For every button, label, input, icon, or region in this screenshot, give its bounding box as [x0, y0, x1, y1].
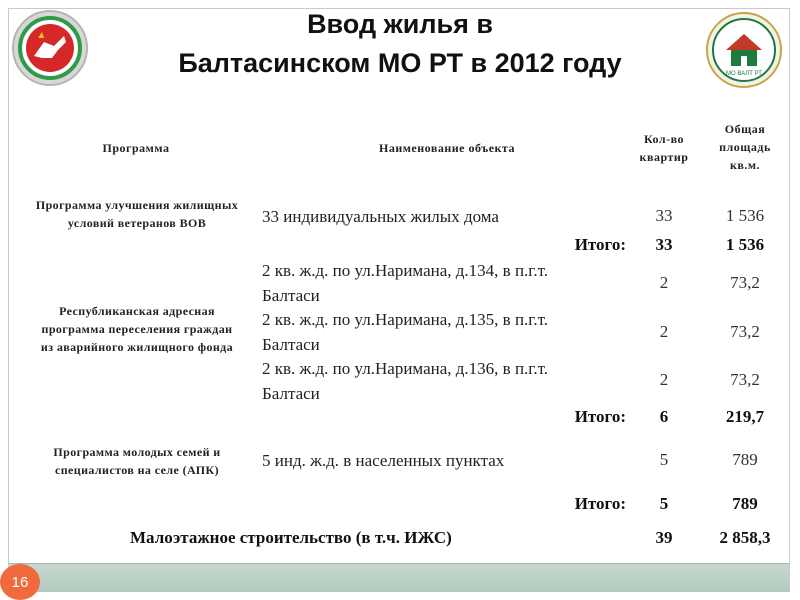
house-emblem-icon: [706, 12, 782, 88]
footer-band: [9, 563, 789, 592]
total-apartments: 33: [655, 235, 673, 254]
program-name: [10, 298, 264, 360]
total-label: Итого:: [574, 407, 626, 426]
grand-total-apartments: 39: [655, 528, 673, 547]
emblem-caption: MO ВАЛТ РТ: [726, 71, 762, 77]
apartments-count: 2: [659, 273, 669, 292]
total-apartments: 6: [659, 407, 669, 426]
program-name-line: условий ветеранов ВОВ: [67, 216, 207, 230]
object-name-line: Балтаси: [262, 286, 320, 305]
grand-total-label: Малоэтажное строительство (в т.ч. ИЖС): [130, 528, 452, 547]
total-area: 219,7: [725, 407, 765, 426]
header-object: Наименование объекта: [379, 140, 515, 155]
area-value: 73,2: [730, 322, 760, 341]
object-name-line: 2 кв. ж.д. по ул.Наримана, д.136, в п.г.т.: [262, 359, 548, 378]
header-apartments: [628, 120, 700, 175]
area-value: 73,2: [730, 273, 760, 292]
program-name: [10, 192, 264, 236]
header-area-line2: площадь: [719, 140, 771, 154]
object-name-line: Балтаси: [262, 384, 320, 403]
grand-total-area: 2 858,3: [719, 528, 771, 547]
object-name-line: 2 кв. ж.д. по ул.Наримана, д.135, в п.г.т.: [262, 310, 548, 329]
object-name: [262, 258, 632, 308]
apartments-count: 5: [659, 450, 669, 469]
object-name: [262, 356, 632, 406]
total-apartments: 5: [659, 494, 669, 513]
object-name: 5 инд. ж.д. в населенных пунктах: [262, 450, 505, 470]
object-name: [262, 307, 632, 357]
apartments-count: 33: [655, 206, 673, 225]
header-program: Программа: [102, 140, 170, 155]
header-area: [700, 114, 790, 180]
program-name-line: Программа молодых семей и: [53, 445, 221, 459]
program-name-line: из аварийного жилищного фонда: [40, 340, 234, 354]
total-label: Итого:: [574, 494, 626, 513]
page-number: 16: [0, 564, 40, 600]
program-name-line: Программа улучшения жилищных: [35, 198, 239, 212]
apartments-count: 2: [659, 322, 669, 341]
object-name: 33 индивидуальных жилых дома: [262, 206, 499, 226]
object-name-line: Балтаси: [262, 335, 320, 354]
program-name-line: программа переселения граждан: [41, 322, 233, 336]
apartments-count: 2: [659, 370, 669, 389]
total-area: 1 536: [725, 235, 765, 254]
area-value: 789: [732, 450, 758, 469]
total-label: Итого:: [574, 235, 626, 254]
header-area-line1: Общая: [724, 122, 766, 136]
slide-title-line1: Ввод жилья в: [307, 9, 493, 39]
program-name: [10, 439, 264, 483]
slide-title-line2: Балтасинском МО РТ в 2012 году: [178, 48, 622, 78]
program-name-line: Республиканская адресная: [59, 304, 215, 318]
header-area-line3: кв.м.: [729, 158, 761, 172]
area-value: 73,2: [730, 370, 760, 389]
header-apartments-line1: Кол-во: [643, 131, 685, 146]
tatarstan-emblem-icon: [12, 10, 88, 86]
program-name-line: специалистов на селе (АПК): [55, 463, 219, 477]
header-apartments-line2: квартир: [639, 149, 689, 164]
area-value: 1 536: [725, 206, 765, 225]
object-name-line: 2 кв. ж.д. по ул.Наримана, д.134, в п.г.т.: [262, 261, 548, 280]
total-area: 789: [732, 494, 758, 513]
